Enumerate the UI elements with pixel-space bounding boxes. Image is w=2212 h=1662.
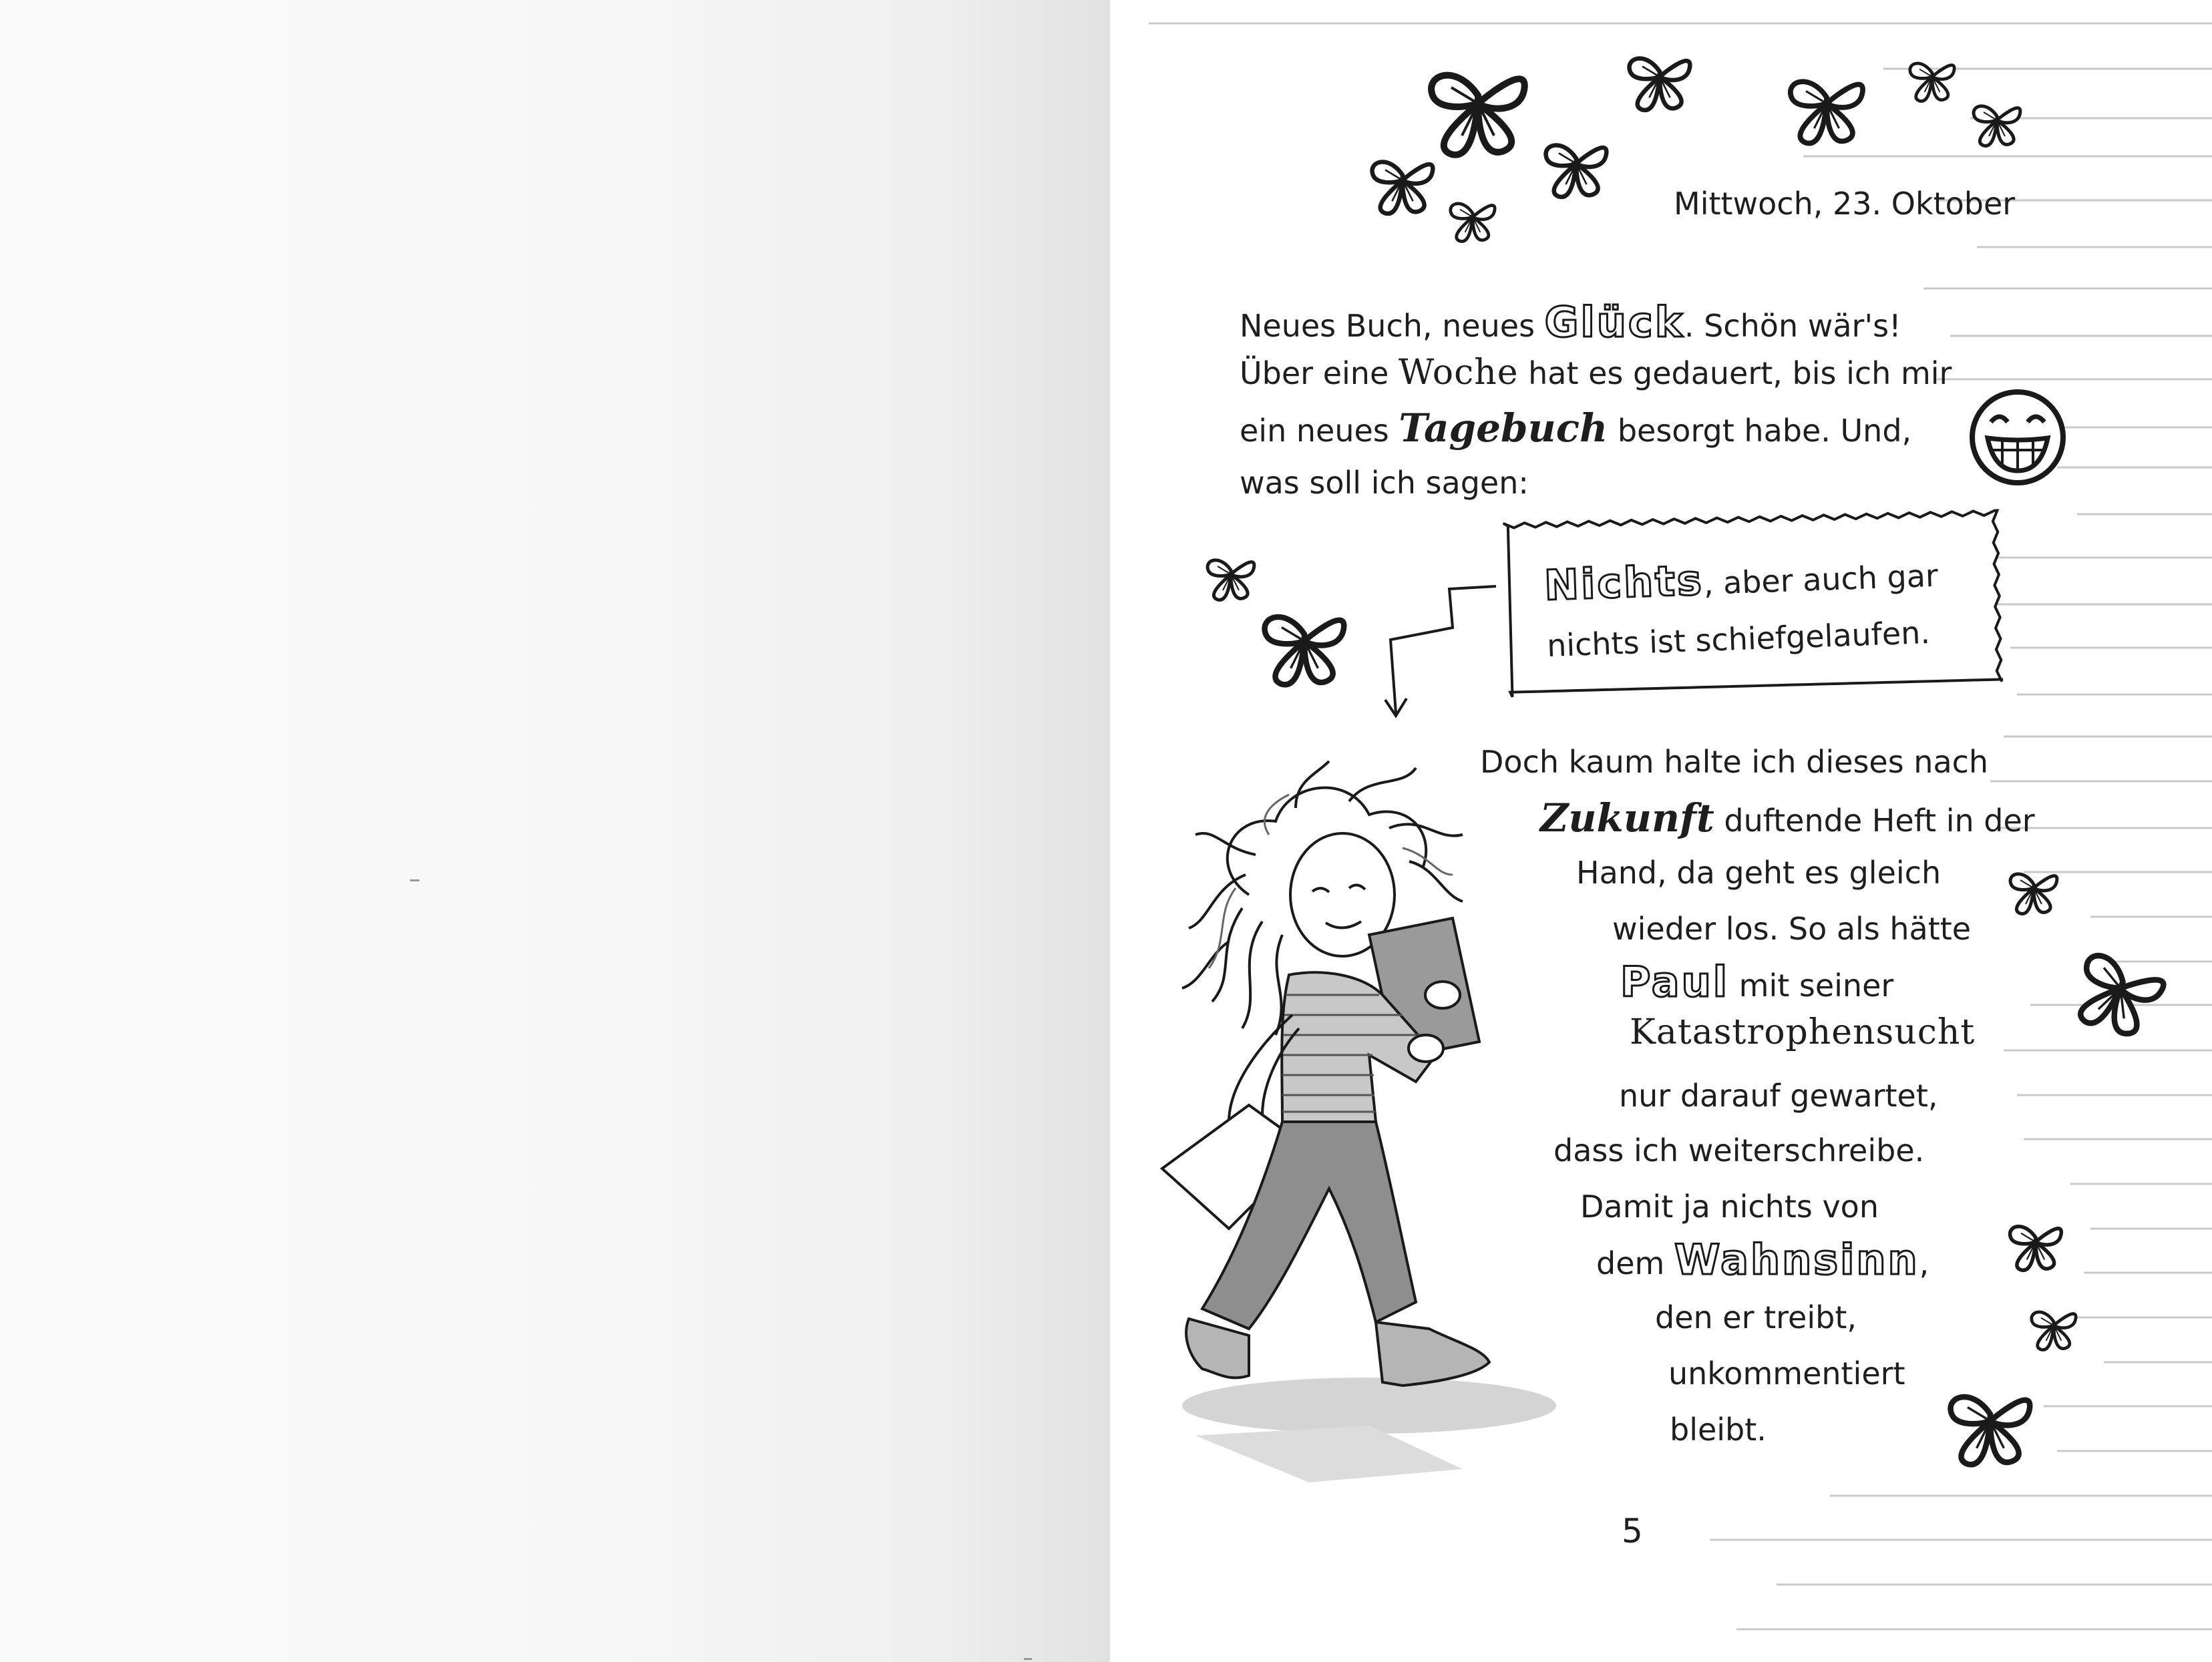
callout-line: nichts ist schiefgelaufen. — [1546, 614, 1931, 664]
four-leaf-clover-icon — [1431, 75, 1525, 155]
text-line: was soll ich sagen: — [1240, 465, 1529, 501]
text-span: ein neues — [1240, 413, 1399, 449]
four-leaf-clover-icon — [1208, 560, 1254, 600]
highlight-word: Tagebuch — [1399, 405, 1608, 451]
text-span: hat es gedauert, bis ich mir — [1518, 355, 1952, 391]
text-span: duftende Heft in der — [1714, 803, 2035, 839]
text-line: Katastrophensucht — [1630, 1012, 1976, 1052]
text-line: unkommentiert — [1668, 1356, 1905, 1392]
four-leaf-clover-icon — [1630, 59, 1690, 110]
text-line — [1620, 958, 1894, 1006]
text-line — [1240, 405, 1912, 451]
four-leaf-clover-icon — [2010, 1227, 2062, 1271]
text-span: Neues Buch, neues — [1240, 308, 1545, 344]
four-leaf-clover-icon — [1265, 617, 1344, 684]
four-leaf-clover-icon — [1372, 162, 1433, 214]
text-span: dem — [1596, 1245, 1674, 1281]
text-line: dass ich weiterschreibe. — [1553, 1132, 1925, 1169]
highlight-word: Woche — [1398, 353, 1519, 393]
text-span: . Schön wär's! — [1684, 308, 1901, 344]
text-line: wieder los. So als hätte — [1612, 911, 1972, 947]
four-leaf-clover-icon — [1791, 81, 1863, 143]
four-leaf-clover-icon — [2010, 874, 2057, 914]
text-span: , aber auch gar — [1702, 557, 1939, 602]
four-leaf-clover-icon — [1974, 106, 2020, 146]
diary-date: Mittwoch, 23. Oktober — [1674, 186, 2016, 222]
highlight-word: Wahnsinn — [1674, 1235, 1919, 1284]
text-line — [1240, 298, 1901, 347]
zigzag-arrow-icon — [1376, 574, 1523, 728]
text-line: Damit ja nichts von — [1580, 1189, 1879, 1225]
text-span: besorgt habe. Und, — [1608, 413, 1912, 449]
text-span: , — [1919, 1245, 1929, 1281]
highlight-word: Zukunft — [1540, 795, 1714, 841]
text-line — [1540, 795, 2035, 841]
four-leaf-clover-icon — [2032, 1312, 2076, 1350]
four-leaf-clover-icon — [1951, 1397, 2030, 1464]
four-leaf-clover-icon — [1910, 63, 1954, 101]
highlight-word: Nichts — [1543, 555, 1704, 610]
text-line: den er treibt, — [1655, 1299, 1857, 1335]
text-line: nur darauf gewartet, — [1619, 1078, 1938, 1114]
text-line — [1240, 353, 1952, 393]
four-leaf-clover-icon — [1546, 146, 1607, 197]
text-span: Über eine — [1240, 355, 1399, 391]
page-number: 5 — [1622, 1512, 1643, 1550]
four-leaf-clover-icon — [1451, 204, 1495, 242]
highlight-word: Glück — [1544, 298, 1684, 347]
text-line: Doch kaum halte ich dieses nach — [1480, 744, 1989, 780]
text-line — [1596, 1235, 1929, 1284]
grinning-face-icon — [1961, 381, 2074, 494]
highlight-word: Paul — [1620, 958, 1730, 1006]
four-leaf-clover-icon — [2068, 952, 2166, 1043]
text-span: mit seiner — [1729, 968, 1894, 1004]
text-line: Hand, da geht es gleich — [1576, 855, 1942, 891]
text-line: bleibt. — [1670, 1412, 1767, 1448]
